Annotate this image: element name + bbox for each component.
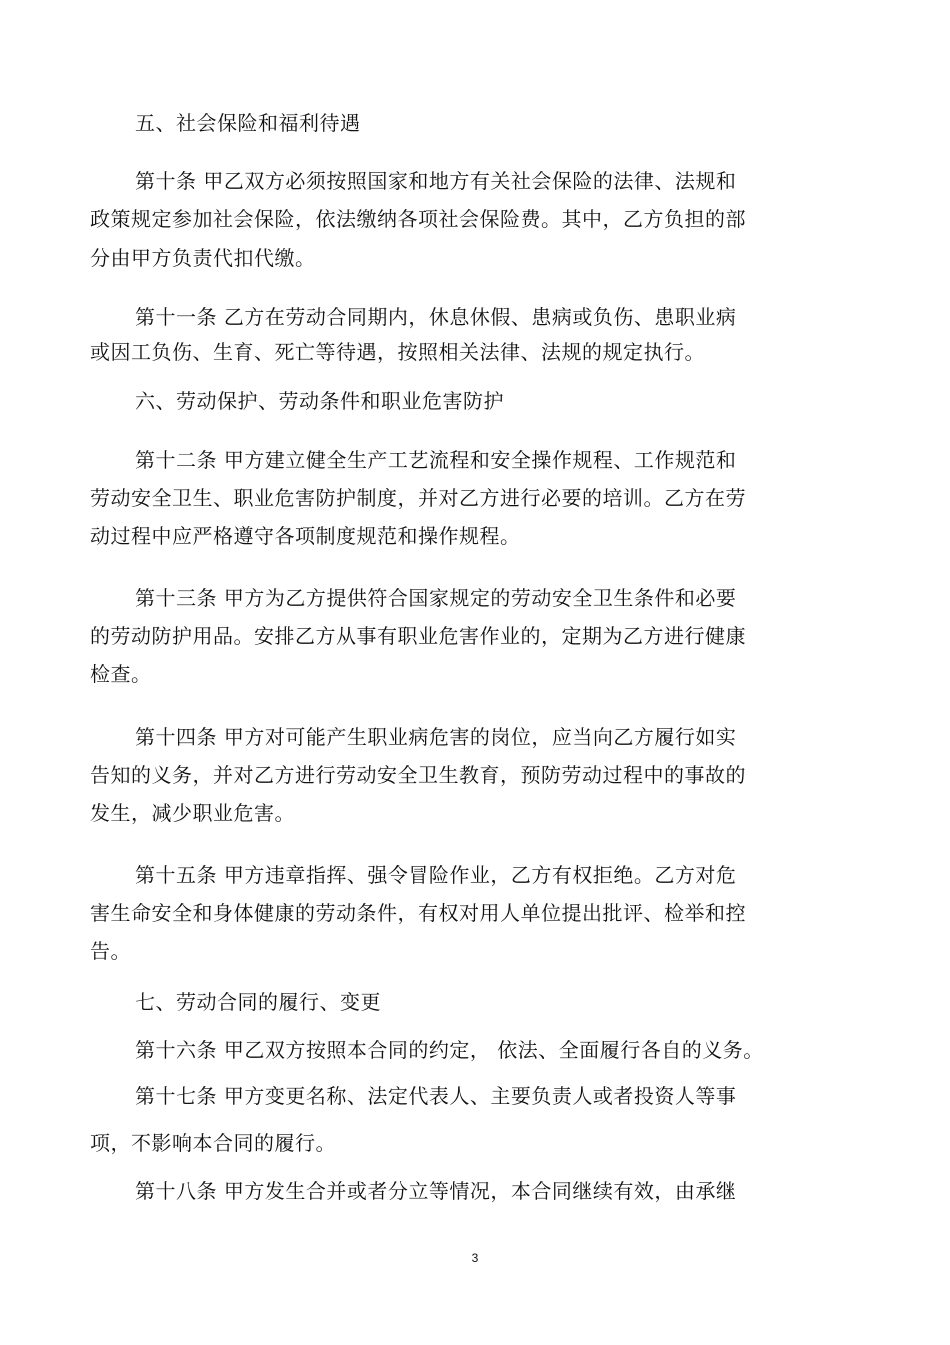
article-14-line-2: 告知的义务，并对乙方进行劳动安全卫生教育，预防劳动过程中的事故的 (90, 763, 746, 787)
section-heading-social-insurance: 五、社会保险和福利待遇 (135, 111, 361, 135)
page-number: 3 (471, 1251, 479, 1265)
article-15-line-1: 第十五条 甲方违章指挥、强令冒险作业，乙方有权拒绝。乙方对危 (135, 863, 737, 887)
article-10-line-3: 分由甲方负责代扣代缴。 (90, 246, 316, 270)
section-heading-labor-protection: 六、劳动保护、劳动条件和职业危害防护 (135, 389, 504, 413)
article-18-line-1: 第十八条 甲方发生合并或者分立等情况，本合同继续有效，由承继 (135, 1179, 737, 1203)
article-12-line-2: 劳动安全卫生、职业危害防护制度，并对乙方进行必要的培训。乙方在劳 (90, 486, 746, 510)
article-13-line-2: 的劳动防护用品。安排乙方从事有职业危害作业的，定期为乙方进行健康 (90, 624, 746, 648)
article-14-line-3: 发生，减少职业危害。 (90, 801, 295, 825)
article-15-line-3: 告。 (90, 939, 131, 963)
section-heading-contract-performance: 七、劳动合同的履行、变更 (135, 990, 381, 1014)
article-10-line-1: 第十条 甲乙双方必须按照国家和地方有关社会保险的法律、法规和 (135, 169, 737, 193)
article-15-line-2: 害生命安全和身体健康的劳动条件，有权对用人单位提出批评、检举和控 (90, 901, 746, 925)
article-13-line-3: 检查。 (90, 662, 152, 686)
article-12-line-3: 动过程中应严格遵守各项制度规范和操作规程。 (90, 524, 521, 548)
article-14-line-1: 第十四条 甲方对可能产生职业病危害的岗位，应当向乙方履行如实 (135, 725, 737, 749)
article-11-line-1: 第十一条 乙方在劳动合同期内，休息休假、患病或负伤、患职业病 (135, 305, 737, 329)
article-17-line-1: 第十七条 甲方变更名称、法定代表人、主要负责人或者投资人等事 (135, 1084, 737, 1108)
article-17-line-2: 项，不影响本合同的履行。 (90, 1131, 336, 1155)
article-16-line-1: 第十六条 甲乙双方按照本合同的约定， 依法、全面履行各自的义务。 (135, 1038, 764, 1062)
article-11-line-2: 或因工负伤、生育、死亡等待遇，按照相关法律、法规的规定执行。 (90, 340, 705, 364)
article-12-line-1: 第十二条 甲方建立健全生产工艺流程和安全操作规程、工作规范和 (135, 448, 737, 472)
article-13-line-1: 第十三条 甲方为乙方提供符合国家规定的劳动安全卫生条件和必要 (135, 586, 737, 610)
article-10-line-2: 政策规定参加社会保险，依法缴纳各项社会保险费。其中，乙方负担的部 (90, 207, 746, 231)
